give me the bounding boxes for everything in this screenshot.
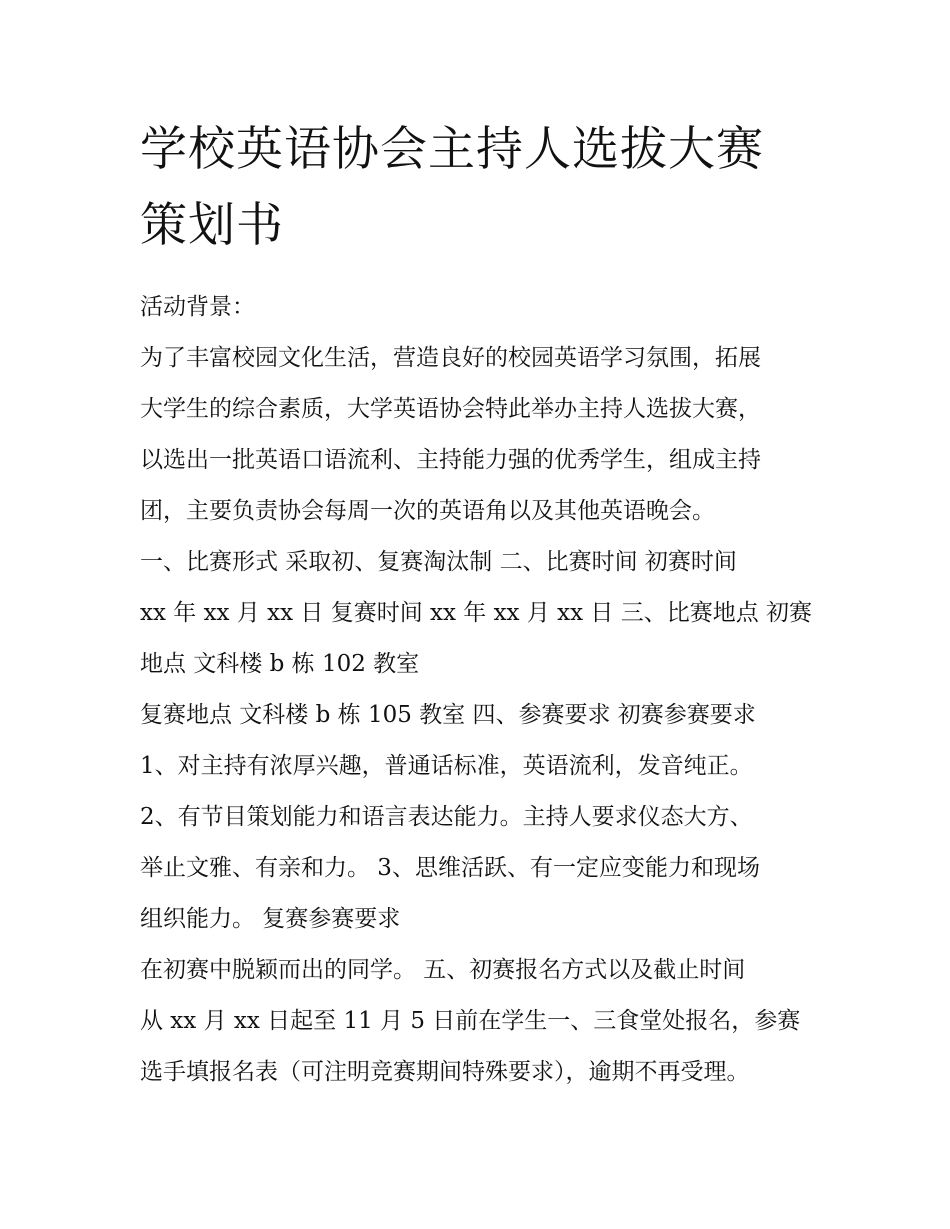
paragraph-line: 举止文雅、有亲和力。 3、思维活跃、有一定应变能力和现场 bbox=[140, 855, 760, 881]
document-title bbox=[140, 112, 840, 264]
title-line: 学校英语协会主持人选拔大赛 bbox=[140, 122, 764, 177]
paragraph-line: 复赛地点 文科楼 b 栋 105 教室 四、参赛要求 初赛参赛要求 bbox=[140, 702, 756, 728]
paragraph-line: 选手填报名表（可注明竞赛期间特殊要求），逾期不再受理。 bbox=[140, 1059, 750, 1085]
paragraph-line: 一、比赛形式 采取初、复赛淘汰制 二、比赛时间 初赛时间 bbox=[140, 549, 737, 575]
paragraph-line: 为了丰富校园文化生活，营造良好的校园英语学习氛围，拓展 bbox=[140, 345, 761, 371]
title-line: 策划书 bbox=[140, 198, 284, 253]
paragraph-line: xx 年 xx 月 xx 日 复赛时间 xx 年 xx 月 xx 日 三、比赛地点 初赛 bbox=[140, 600, 813, 626]
paragraph-line: 1、对主持有浓厚兴趣，普通话标准，英语流利，发音纯正。 bbox=[140, 753, 753, 779]
paragraph-line: 地点 文科楼 b 栋 102 教室 bbox=[140, 651, 420, 677]
section-heading-background: 活动背景： bbox=[140, 294, 255, 320]
paragraph-line: 组织能力。 复赛参赛要求 bbox=[140, 906, 401, 932]
paragraph-line: 2、有节目策划能力和语言表达能力。主持人要求仪态大方、 bbox=[140, 804, 753, 830]
document-body bbox=[140, 282, 830, 1098]
paragraph-line: 团，主要负责协会每周一次的英语角以及其他英语晚会。 bbox=[140, 498, 715, 524]
paragraph-line: 大学生的综合素质，大学英语协会特此举办主持人选拔大赛， bbox=[140, 396, 761, 422]
paragraph-line: 从 xx 月 xx 日起至 11 月 5 日前在学生一、三食堂处报名，参赛 bbox=[140, 1008, 801, 1034]
paragraph-line: 以选出一批英语口语流利、主持能力强的优秀学生，组成主持 bbox=[140, 447, 761, 473]
paragraph-line: 在初赛中脱颖而出的同学。 五、初赛报名方式以及截止时间 bbox=[140, 957, 746, 983]
